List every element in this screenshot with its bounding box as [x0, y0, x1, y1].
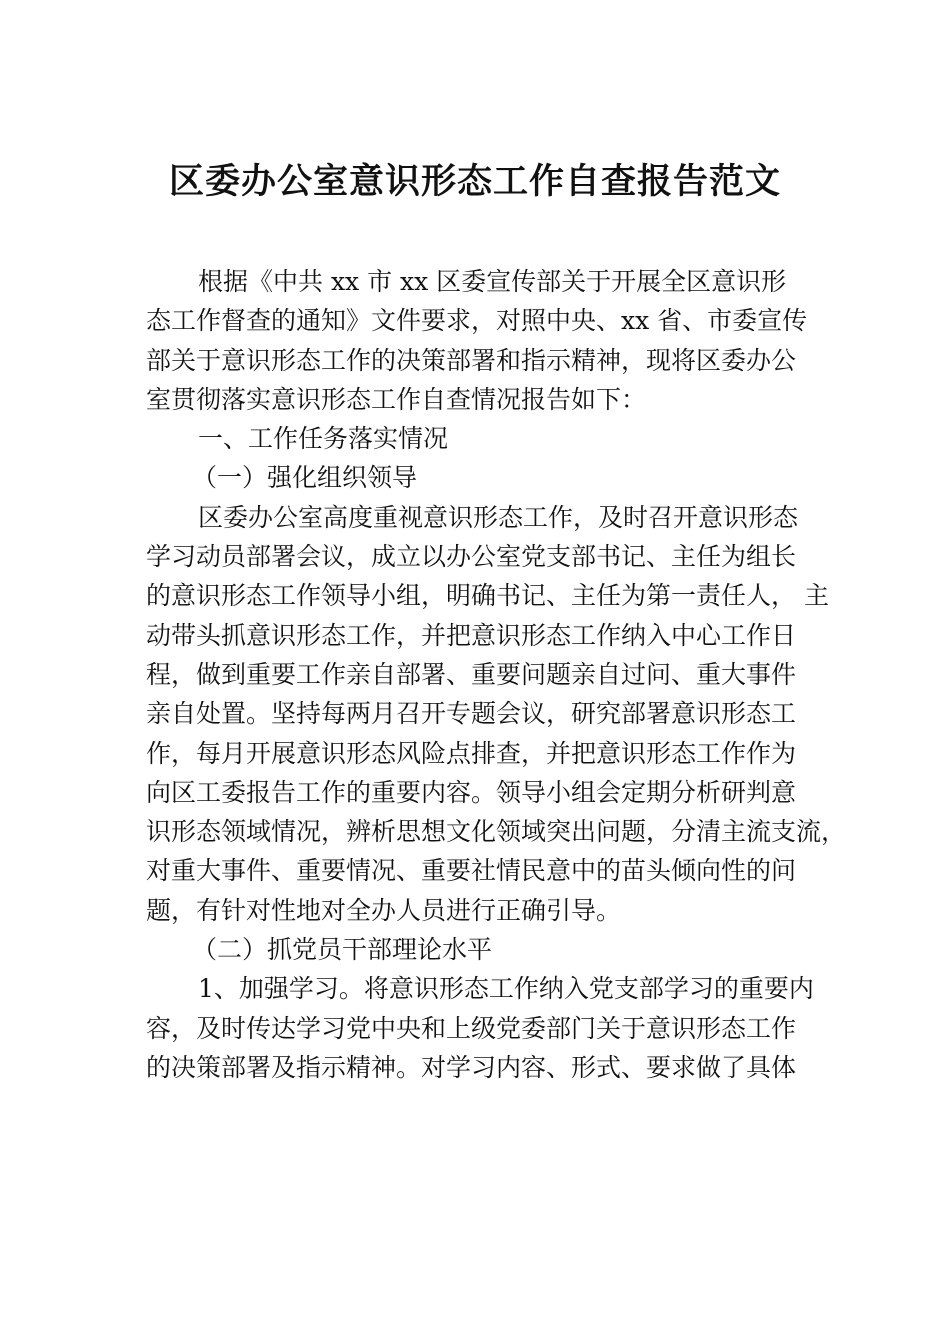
paragraph-line: 部关于意识形态工作的决策部署和指示精神，现将区委办公 [146, 345, 797, 375]
subsection-heading: （一）强化组织领导 [192, 463, 418, 493]
paragraph-line: 的意识形态工作领导小组，明确书记、主任为第一责任人， 主 [146, 581, 829, 611]
paragraph-line: 程，做到重要工作亲自部署、重要问题亲自过问、重大事件 [146, 659, 797, 689]
paragraph-line: 学习动员部署会议，成立以办公室党支部书记、主任为组长 [146, 542, 797, 572]
document-title: 区委办公室意识形态工作自查报告范文 [168, 161, 781, 202]
paragraph-line: 向区工委报告工作的重要内容。领导小组会定期分析研判意 [146, 777, 797, 807]
paragraph-line: 亲自处置。坚持每两月召开专题会议，研究部署意识形态工 [146, 699, 797, 729]
subsection-heading: （二）抓党员干部理论水平 [192, 935, 493, 965]
section-heading: 一、工作任务落实情况 [198, 424, 449, 454]
paragraph-line: 根据《中共 xx 市 xx 区委宣传部关于开展全区意识形 [198, 267, 787, 296]
paragraph-line: 作，每月开展意识形态风险点排查，并把意识形态工作作为 [146, 738, 797, 768]
paragraph-line: 容，及时传达学习党中央和上级党委部门关于意识形态工作 [146, 1013, 797, 1043]
paragraph-line: 题，有针对性地对全办人员进行正确引导。 [146, 895, 622, 925]
document-body [146, 262, 847, 1087]
paragraph-line: 对重大事件、重要情况、重要社情民意中的苗头倾向性的问 [146, 856, 797, 886]
paragraph-line: 的决策部署及指示精神。对学习内容、形式、要求做了具体 [146, 1052, 797, 1082]
paragraph-line: 区委办公室高度重视意识形态工作，及时召开意识形态 [198, 502, 799, 532]
paragraph-line: 1、加强学习。将意识形态工作纳入党支部学习的重要内 [198, 974, 814, 1004]
paragraph-line: 识形态领域情况，辨析思想文化领域突出问题，分清主流支流， [146, 817, 847, 847]
paragraph-line: 室贯彻落实意识形态工作自查情况报告如下： [146, 384, 647, 414]
paragraph-line: 态工作督查的通知》文件要求，对照中央、xx 省、市委宣传 [146, 306, 808, 336]
paragraph-line: 动带头抓意识形态工作，并把意识形态工作纳入中心工作日 [146, 620, 797, 650]
